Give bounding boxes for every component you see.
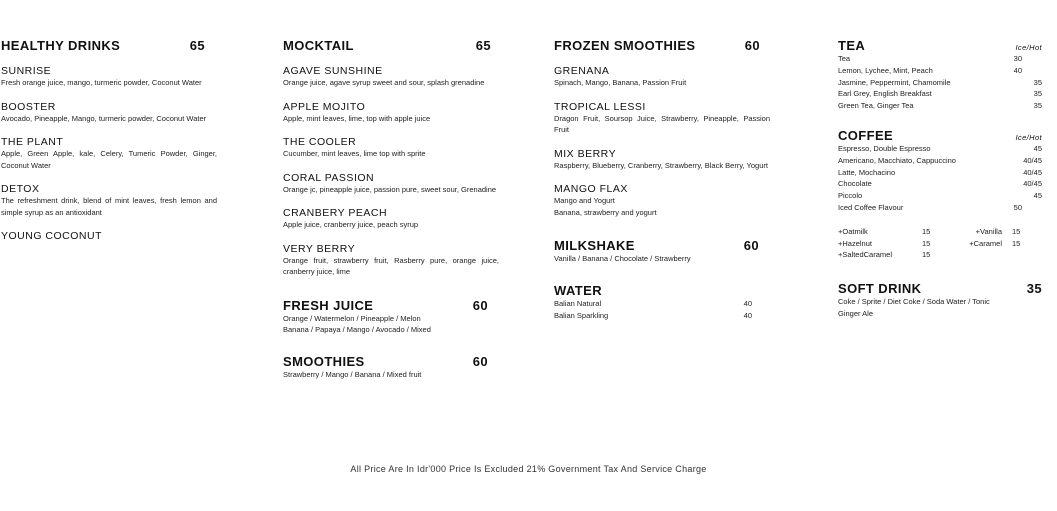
coffee-price: 45 — [1033, 191, 1042, 201]
menu-item — [1, 65, 217, 89]
addon-price: 15 — [1012, 238, 1021, 248]
coffee-row — [838, 167, 1042, 179]
tea-price: 35 — [1033, 101, 1042, 111]
category-title: MILKSHAKE — [554, 238, 635, 253]
coffee-price: 45 — [1033, 143, 1042, 153]
soft-drink-options: Coke / Sprite / Diet Coke / Soda Water / Tonic — [838, 297, 990, 307]
water-row — [554, 298, 752, 310]
menu-item — [554, 183, 770, 218]
category-price: 60 — [472, 354, 488, 370]
mocktail-header — [283, 38, 499, 53]
menu-item — [283, 207, 499, 231]
menu-item — [554, 148, 770, 172]
tea-name: Lemon, Lychee, Mint, Peach — [838, 65, 933, 75]
item-name: TROPICAL LESSI — [554, 100, 646, 113]
tea-name: Tea — [838, 54, 851, 63]
mocktail-column — [283, 38, 499, 381]
coffee-name: Chocolate — [838, 179, 872, 189]
item-description: Dragon Fruit, Soursop Juice, Strawberry, Pineapple, Passion Fruit — [554, 113, 770, 134]
category-price: 60 — [472, 297, 488, 313]
item-description: Apple, Green Apple, kale, Celery, Tumeric Powder, Ginger, Coconut Water — [1, 149, 217, 170]
item-description: Orange juice, agave syrup sweet and sour, splash grenadine — [283, 78, 485, 87]
category-title: TEA — [838, 38, 866, 53]
milkshake-options: Vanilla / Banana / Chocolate / Strawberry — [554, 254, 691, 263]
item-description: Raspberry, Blueberry, Cranberry, Strawberry, Black Berry, Yogurt — [554, 160, 768, 170]
tea-row — [838, 53, 1042, 65]
addon-name: +Oatmilk — [838, 226, 868, 236]
item-name: VERY BERRY — [283, 242, 356, 255]
item-name: GRENANA — [554, 65, 610, 77]
coffee-row — [838, 178, 1042, 190]
item-description: Fresh orange juice, mango, turmeric powder, Coconut Water — [1, 78, 202, 87]
category-price: 65 — [189, 38, 205, 53]
addon-price: 15 — [1012, 226, 1021, 236]
soft-drink-section — [838, 281, 1042, 320]
category-title: MOCKTAIL — [283, 38, 354, 53]
tea-name: Jasmine, Peppermint, Chamomile — [838, 77, 951, 87]
water-row — [554, 310, 752, 322]
addon-price: 15 — [922, 250, 931, 260]
frozen-smoothies-column — [554, 38, 770, 321]
item-description: Orange fruit, strawberry fruit, Rasberry pure, orange juice, cranberry juice, lime — [283, 255, 499, 276]
menu-item — [283, 172, 499, 196]
category-title: WATER — [554, 282, 602, 298]
tea-price: 35 — [1033, 77, 1042, 87]
tea-row — [838, 88, 1042, 100]
coffee-name: Americano, Macchiato, Cappuccino — [838, 155, 956, 165]
soft-drink-header — [838, 281, 1042, 296]
coffee-name: Iced Coffee Flavour — [838, 202, 904, 212]
ice-hot-note: Ice/Hot — [1015, 43, 1042, 52]
water-price: 40 — [743, 310, 752, 320]
smoothies-header — [283, 354, 488, 369]
tea-row — [838, 100, 1042, 112]
tea-price: 35 — [1033, 89, 1042, 99]
smoothies-section — [283, 354, 499, 381]
item-name: MANGO FLAX — [554, 183, 628, 195]
menu-item — [1, 230, 217, 242]
item-name: BOOSTER — [1, 100, 56, 113]
item-name: CORAL PASSION — [283, 171, 375, 184]
coffee-addons — [838, 226, 1042, 261]
item-description: The refreshment drink, blend of mint leaves, fresh lemon and simple syrup as an antioxidant — [1, 196, 217, 217]
water-section — [554, 283, 752, 322]
coffee-name: Piccolo — [838, 191, 863, 201]
item-description: Banana, strawberry and yogurt — [554, 207, 657, 217]
category-price: 35 — [1026, 281, 1042, 297]
coffee-name: Espresso, Double Espresso — [838, 143, 931, 153]
fresh-juice-options: Banana / Papaya / Mango / Avocado / Mixed — [283, 325, 431, 335]
category-price: 60 — [743, 238, 759, 253]
healthy-drinks-column — [1, 38, 217, 242]
category-title: COFFEE — [838, 127, 894, 143]
menu-item — [1, 136, 217, 171]
item-name: SUNRISE — [1, 65, 52, 77]
item-name: THE PLANT — [1, 136, 64, 148]
tea-row — [838, 65, 1042, 77]
tea-name: Earl Grey, English Breakfast — [838, 89, 932, 99]
smoothies-options: Strawberry / Mango / Banana / Mixed fruit — [283, 370, 422, 380]
price-footnote: All Price Are In Idr'000 Price Is Excluded 21% Government Tax And Service Charge — [350, 464, 707, 474]
tea-price: 30 — [1013, 54, 1022, 63]
category-title: HEALTHY DRINKS — [1, 38, 121, 53]
category-title: FRESH JUICE — [283, 297, 374, 313]
tea-row — [838, 77, 1042, 89]
tea-name: Green Tea, Ginger Tea — [838, 101, 914, 111]
water-name: Balian Sparkling — [554, 310, 609, 320]
milkshake-section — [554, 238, 770, 265]
ice-hot-note: Ice/Hot — [1015, 132, 1042, 142]
menu-item — [1, 101, 217, 125]
item-description: Apple, mint leaves, lime, top with apple juice — [283, 113, 431, 123]
healthy-drinks-header — [1, 38, 217, 53]
item-name: MIX BERRY — [554, 147, 617, 160]
milkshake-header — [554, 238, 759, 253]
item-description: Cucumber, mint leaves, lime top with sprite — [283, 149, 426, 158]
tea-header — [838, 38, 1042, 53]
coffee-section — [838, 128, 1042, 261]
addon-name: +Hazelnut — [838, 238, 872, 248]
addon-name: +Vanilla — [975, 226, 1002, 236]
menu-item — [283, 136, 499, 160]
item-name: THE COOLER — [283, 136, 357, 148]
category-title: SOFT DRINK — [838, 281, 922, 297]
category-price: 65 — [475, 38, 491, 53]
fresh-juice-section — [283, 298, 499, 337]
coffee-price: 40/45 — [1023, 155, 1042, 165]
item-name: APPLE MOJITO — [283, 100, 366, 113]
item-description: Avocado, Pineapple, Mango, turmeric powder, Coconut Water — [1, 113, 207, 123]
addon-name: +Caramel — [969, 238, 1002, 248]
item-name: DETOX — [1, 183, 40, 195]
category-title: SMOOTHIES — [283, 354, 365, 370]
menu-item — [283, 65, 499, 89]
soft-drink-options: Ginger Ale — [838, 308, 874, 318]
menu-item — [554, 101, 770, 136]
coffee-price: 40/45 — [1023, 167, 1042, 177]
item-description: Orange jc, pineapple juice, passion pure, sweet sour, Grenadine — [283, 184, 497, 194]
addon-name: +SaltedCaramel — [838, 250, 892, 260]
addon-price: 15 — [922, 238, 931, 248]
coffee-row — [838, 155, 1042, 167]
tea-price: 40 — [1013, 65, 1022, 75]
addon-row — [838, 249, 1042, 261]
fresh-juice-options: Orange / Watermelon / Pineapple / Melon — [283, 313, 421, 323]
addon-price: 15 — [922, 226, 931, 236]
item-name: AGAVE SUNSHINE — [283, 65, 383, 77]
menu-item — [1, 183, 217, 218]
category-title: FROZEN SMOOTHIES — [554, 38, 696, 53]
coffee-row — [838, 190, 1042, 202]
coffee-price: 40/45 — [1023, 179, 1042, 189]
menu-item — [283, 243, 499, 278]
menu-item — [283, 101, 499, 125]
water-header — [554, 283, 752, 298]
frozen-smoothies-header — [554, 38, 770, 53]
item-name: YOUNG COCONUT — [1, 230, 102, 242]
item-description: Apple juice, cranberry juice, peach syrup — [283, 220, 419, 229]
category-price: 60 — [744, 38, 760, 53]
hot-drinks-column — [838, 38, 1042, 320]
menu-item — [554, 65, 770, 89]
water-price: 40 — [743, 298, 752, 308]
coffee-name: Latte, Mochacino — [838, 167, 896, 177]
coffee-row — [838, 202, 1042, 214]
item-name: CRANBERY PEACH — [283, 207, 388, 219]
coffee-header — [838, 128, 1042, 143]
addon-row — [838, 226, 1042, 238]
coffee-row — [838, 143, 1042, 155]
item-description: Mango and Yogurt — [554, 196, 615, 205]
coffee-price: 50 — [1013, 202, 1022, 212]
water-name: Balian Natural — [554, 298, 602, 308]
fresh-juice-header — [283, 298, 488, 313]
item-description: Spinach, Mango, Banana, Passion Fruit — [554, 78, 687, 87]
addon-row — [838, 238, 1042, 250]
